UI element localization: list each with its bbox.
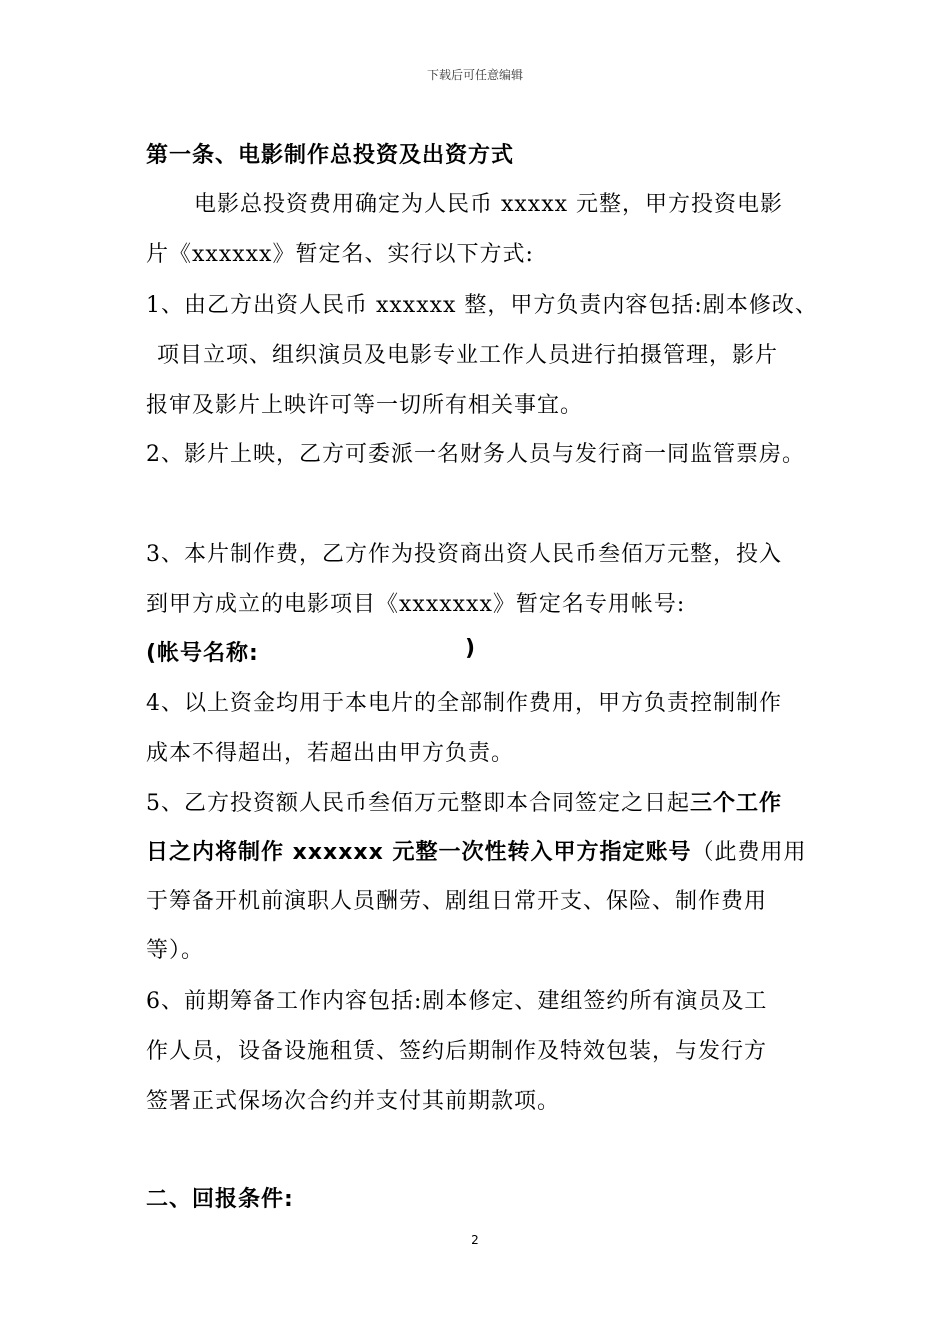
list-item-3-line: 到甲方成立的电影项目《xxxxxxx》暂定名专用帐号: [146,592,686,617]
list-item-5-emphasis: 日之内将制作 xxxxxx 元整一次性转入甲方指定账号 [146,840,692,865]
list-item-1-line: 报审及影片上映许可等一切所有相关事宜。 [146,393,584,418]
list-item-5-line [146,835,806,866]
list-item-1-line: 项目立项、组织演员及电影专业工作人员进行拍摄管理，影片 [157,343,779,368]
list-item-4-line: 成本不得超出，若超出由甲方负责。 [146,741,515,766]
list-item-5-line: 等）。 [146,938,205,963]
page-header: 下载后可任意编辑 [426,68,523,82]
list-item-5-line [146,786,782,817]
list-item-3-line: 3、本片制作费，乙方作为投资商出资人民币叁佰万元整，投入 [146,542,782,567]
list-item-2: 2、影片上映，乙方可委派一名财务人员与发行商一同监管票房。 [146,442,805,467]
list-item-1-line: 1、由乙方出资人民币 xxxxxx 整，甲方负责内容包括:剧本修改、 [146,293,818,318]
list-item-5-text: （此费用用 [691,840,807,865]
list-item-6-line: 签署正式保场次合约并支付其前期款项。 [146,1089,561,1114]
section-heading-1: 第一条、电影制作总投资及出资方式 [146,143,515,168]
list-item-6-line: 作人员，设备设施租赁、签约后期制作及特效包装，与发行方 [146,1039,768,1064]
account-label: (帐号名称: [146,641,259,666]
paragraph-line: 电影总投资费用确定为人民币 xxxxx 元整，甲方投资电影 [194,192,784,217]
list-item-4-line: 4、以上资金均用于本电片的全部制作费用，甲方负责控制制作 [146,691,782,716]
account-close-paren: ) [465,636,477,661]
section-heading-2: 二、回报条件: [146,1187,294,1212]
list-item-6-line: 6、前期筹备工作内容包括:剧本修定、建组签约所有演员及工 [146,989,768,1014]
list-item-5-emphasis: 三个工作 [690,791,783,816]
list-item-5-line: 于筹备开机前演职人员酬劳、剧组日常开支、保险、制作费用 [146,889,768,914]
paragraph-line: 片《xxxxxx》暂定名、实行以下方式: [146,242,534,267]
list-item-5-text: 5、乙方投资额人民币叁佰万元整即本合同签定之日起 [146,791,690,816]
page-number: 2 [471,1233,479,1247]
